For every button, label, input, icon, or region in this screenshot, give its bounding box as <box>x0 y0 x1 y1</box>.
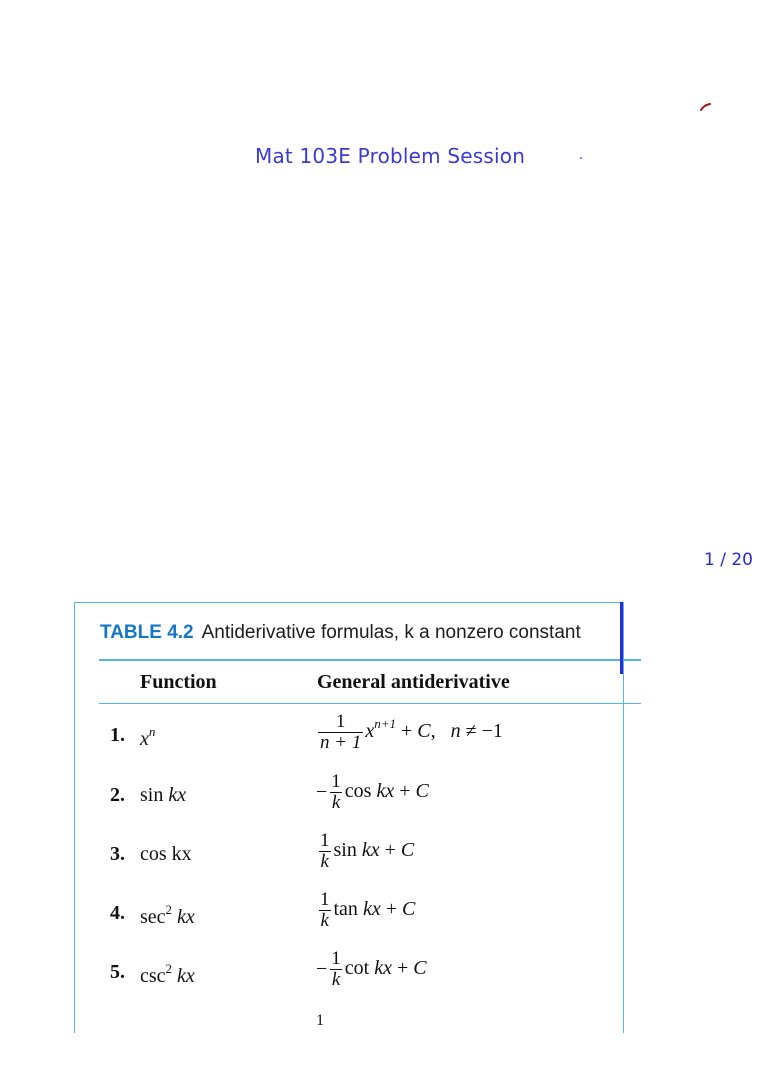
row-function: $\sec^2$ kx <box>140 902 195 928</box>
header-antiderivative: General antiderivative <box>317 671 510 693</box>
table-tag: TABLE 4.2 <box>100 622 194 643</box>
table-caption <box>100 622 581 644</box>
cursor-bar <box>620 602 623 674</box>
row-number: 5. <box>110 961 125 983</box>
row-antiderivative: $\frac{1}{k}$ tan kx + C <box>320 889 416 931</box>
table-row <box>0 890 768 948</box>
table-caption-text: Antiderivative formulas, k a nonzero constant <box>201 622 581 643</box>
row-antiderivative-partial: 1 <box>316 1012 324 1029</box>
table-row-partial <box>0 1008 768 1066</box>
table-row <box>0 772 768 830</box>
table-row <box>0 949 768 1007</box>
slide-title: Mat 103E Problem Session <box>255 144 526 168</box>
table-row <box>0 712 768 770</box>
row-antiderivative: − $\frac{1}{k}$ cot kx + C <box>316 948 427 990</box>
row-number: 1. <box>110 724 125 746</box>
row-function: cos kx <box>140 843 192 865</box>
table-rule-mid <box>99 703 641 704</box>
header-function: Function <box>140 671 217 693</box>
pen-mark-icon <box>700 102 712 112</box>
row-function: sin kx <box>140 784 187 806</box>
row-number: 4. <box>110 902 125 924</box>
decorative-dot <box>580 157 582 159</box>
row-antiderivative: $\frac{1}{k}$ sin kx + C <box>320 830 415 872</box>
row-function: $x^n$ <box>140 724 156 750</box>
row-antiderivative: − $\frac{1}{k}$ cos kx + C <box>316 771 429 813</box>
page-number: 1 / 20 <box>704 550 753 570</box>
row-number: 3. <box>110 843 125 865</box>
row-antiderivative: $\frac{1}{n + 1}$ $x^{n+1} + C$, n ≠ −1 <box>320 711 503 753</box>
table-row <box>0 831 768 889</box>
row-number: 2. <box>110 784 125 806</box>
table-rule-top <box>99 659 641 661</box>
row-function: $\csc^2$ kx <box>140 961 195 987</box>
